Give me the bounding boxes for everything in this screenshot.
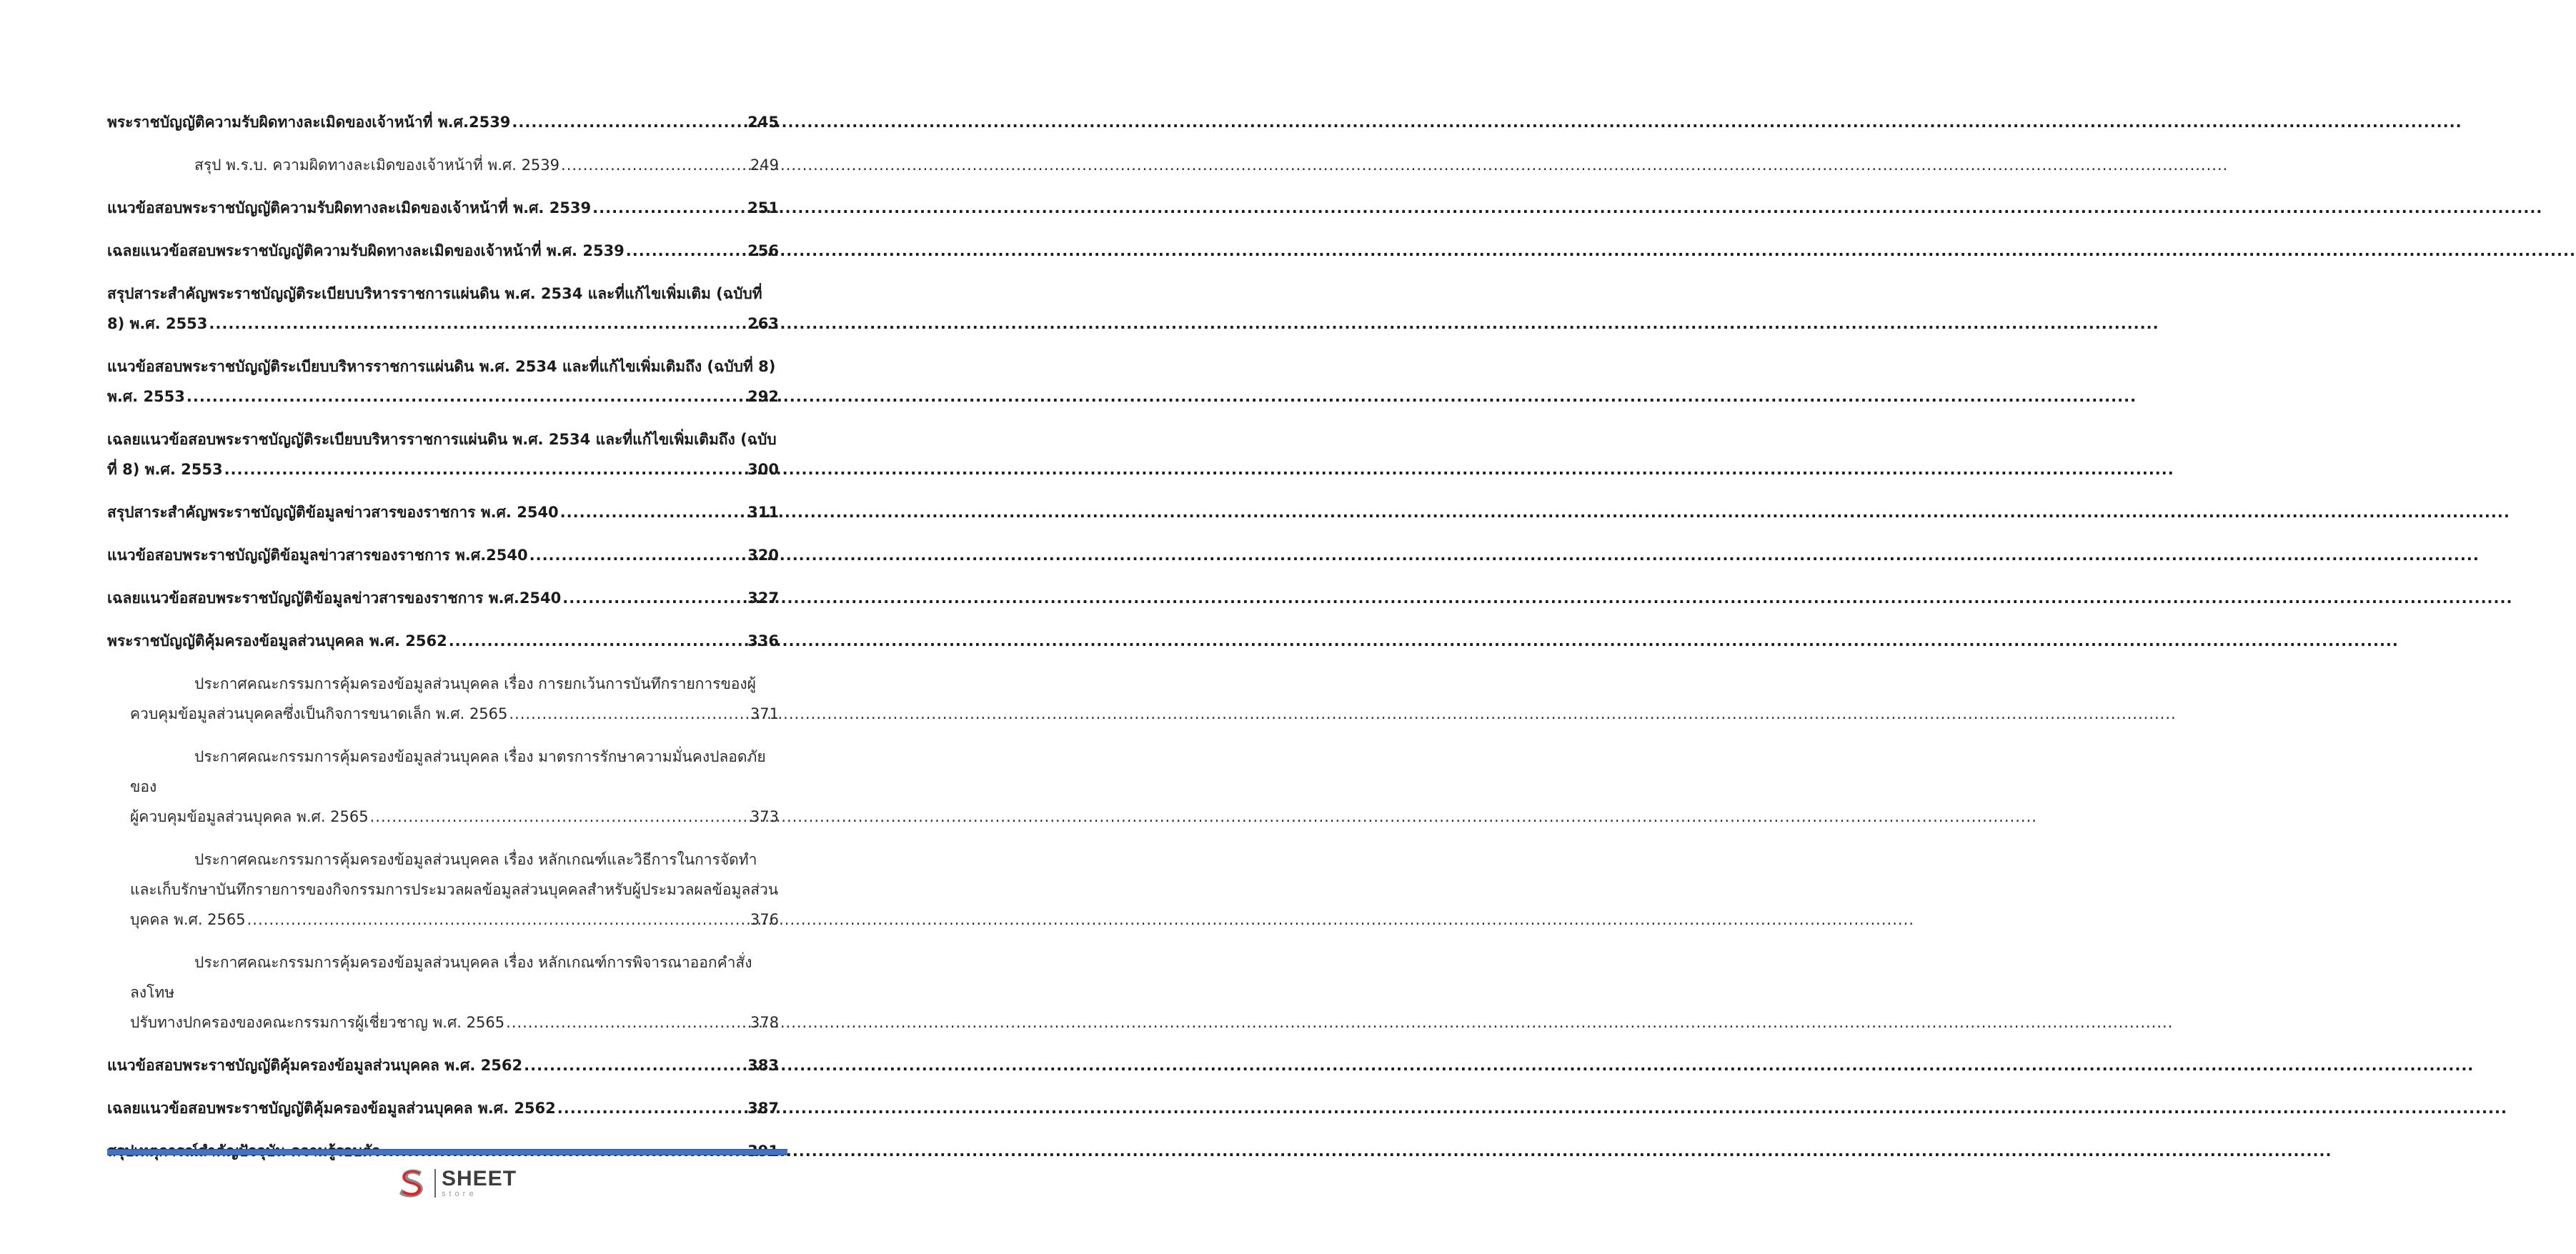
toc-entry-page-number: 320 [747,547,779,564]
toc-entry-line [107,1050,779,1080]
dot-leader [209,309,746,339]
toc-entry-title: แนวข้อสอบพระราชบัญญัติความรับผิดทางละเมิดของเจ้าหน้าที่ พ.ศ. 2539 [107,199,592,217]
toc-entry[interactable] [107,669,779,729]
toc-entry-line [107,497,779,527]
sheet-store-s-icon [394,1165,430,1201]
toc-entry-heading: สรุปสาระสำคัญพระราชบัญญัติระเบียบบริหารราชการแผ่นดิน พ.ศ. 2534 และที่แก้ไขเพิ่มเติม (ฉบับที่ [107,285,762,302]
footer-rule [107,1149,787,1155]
toc-entry-title: 8) พ.ศ. 2553 [107,315,208,332]
toc-entry[interactable] [107,424,779,484]
toc-entry[interactable] [107,583,779,613]
toc-entry-page-number: 383 [747,1057,779,1074]
toc-entry[interactable] [107,540,779,570]
toc-entry-line [107,382,779,412]
toc-entry[interactable] [107,497,779,527]
toc-entry[interactable] [107,279,779,339]
toc-entry-page-number: 387 [747,1100,779,1117]
dot-leader [524,1050,746,1080]
dot-leader [626,236,746,266]
toc-entry-title: พ.ศ. 2553 [107,388,185,405]
toc-entry-page-number: 263 [747,315,779,332]
logo-subword: store [442,1190,477,1198]
logo-separator [434,1169,436,1198]
toc-entry-line [107,905,779,935]
toc-entry-heading: ประกาศคณะกรรมการคุ้มครองข้อมูลส่วนบุคคล เรื่อง หลักเกณฑ์และวิธีการในการจัดทำและเก็บรักษาบันทึกรายการของกิจกรรมการประมวลผลข้อมูลส่วนบุคคลสำหรับผู้ประมวลผลข้อมูลส่วน [130,851,779,898]
toc-entry[interactable] [107,1050,779,1080]
toc-entry[interactable] [107,236,779,266]
toc-entry-title: เฉลยแนวข้อสอบพระราชบัญญัติคุ้มครองข้อมูลส่วนบุคคล พ.ศ. 2562 [107,1100,556,1117]
toc-entry-line [107,150,779,180]
toc-entry-page-number: 249 [750,156,779,174]
toc-entry-page-number: 378 [750,1014,779,1031]
toc-entry-page-number: 373 [750,808,779,825]
dot-leader [560,497,746,527]
toc-entry-title: บุคคล พ.ศ. 2565 [130,911,246,928]
dot-leader [512,107,746,137]
toc-entry[interactable] [107,626,779,656]
toc-entry-line [107,1007,779,1037]
toc-entry-heading: ประกาศคณะกรรมการคุ้มครองข้อมูลส่วนบุคคล เรื่อง มาตรการรักษาความมั่นคงปลอดภัยของ [130,748,766,795]
toc-entry[interactable] [107,845,779,935]
dot-leader [592,193,746,223]
toc-entry-title: ผู้ควบคุมข้อมูลส่วนบุคคล พ.ศ. 2565 [130,808,369,825]
toc-entry-title: ที่ 8) พ.ศ. 2553 [107,461,223,478]
dot-leader [509,699,749,729]
toc-entry-title: พระราชบัญญัติความรับผิดทางละเมิดของเจ้าหน้าที่ พ.ศ.2539 [107,114,511,131]
toc-entry-line [107,540,779,570]
toc-entry-page-number: 327 [747,589,779,607]
dot-leader [561,150,749,180]
toc-entry-heading: ประกาศคณะกรรมการคุ้มครองข้อมูลส่วนบุคคล เรื่อง หลักเกณฑ์การพิจารณาออกคำสั่งลงโทษ [130,954,752,1001]
toc-entry-line [107,107,779,137]
toc-entry-title: สรุป พ.ร.บ. ความผิดทางละเมิดของเจ้าหน้าที่ พ.ศ. 2539 [194,156,560,174]
toc-entry-page-number: 292 [747,388,779,405]
toc-entry-title: พระราชบัญญัติคุ้มครองข้อมูลส่วนบุคคล พ.ศ. 2562 [107,632,447,650]
toc-entry-page-number: 300 [747,461,779,478]
dot-leader [529,540,747,570]
toc-entry-line [107,309,779,339]
toc-entry-line [107,626,779,656]
toc-entry-heading: แนวข้อสอบพระราชบัญญัติระเบียบบริหารราชการแผ่นดิน พ.ศ. 2534 และที่แก้ไขเพิ่มเติมถึง (ฉบับที่ 8) [107,358,776,375]
toc-entry-title: สรุปสาระสำคัญพระราชบัญญัติข้อมูลข่าวสารของราชการ พ.ศ. 2540 [107,504,559,521]
toc-entry-page-number: 336 [747,632,779,650]
toc-entry[interactable] [107,193,779,223]
toc-entry-line [107,454,779,484]
dot-leader [562,583,746,613]
toc-entry-line [107,802,779,832]
sheet-store-logo [394,1163,517,1203]
toc-entry-heading: ประกาศคณะกรรมการคุ้มครองข้อมูลส่วนบุคคล เรื่อง การยกเว้นการบันทึกรายการของผู้ [194,675,756,692]
toc-entry-title: เฉลยแนวข้อสอบพระราชบัญญัติข้อมูลข่าวสารของราชการ พ.ศ.2540 [107,589,562,607]
toc-entry[interactable] [107,107,779,137]
toc-entry-page-number: 311 [747,504,779,521]
toc-entry-line [107,193,779,223]
toc-entry-page-number: 251 [747,199,779,217]
dot-leader [557,1093,746,1123]
toc-entry[interactable] [107,1093,779,1123]
toc-entry-page-number: 245 [747,114,779,131]
dot-leader [224,454,747,484]
dot-leader [370,802,749,832]
toc-entry-line [107,236,779,266]
toc-entry-title: แนวข้อสอบพระราชบัญญัติคุ้มครองข้อมูลส่วนบุคคล พ.ศ. 2562 [107,1057,523,1074]
toc-entry-page-number: 256 [747,242,779,259]
toc-entry-line [107,699,779,729]
dot-leader [187,382,746,412]
dot-leader [449,626,746,656]
dot-leader [506,1007,749,1037]
table-of-contents [107,107,779,1179]
toc-entry-title: เฉลยแนวข้อสอบพระราชบัญญัติความรับผิดทางละเมิดของเจ้าหน้าที่ พ.ศ. 2539 [107,242,625,259]
toc-entry-page-number: 371 [750,705,779,722]
toc-entry[interactable] [107,742,779,832]
logo-text [442,1168,517,1198]
toc-entry[interactable] [107,947,779,1037]
toc-entry-title: ควบคุมข้อมูลส่วนบุคคลซึ่งเป็นกิจการขนาดเล็ก พ.ศ. 2565 [130,705,508,722]
toc-entry[interactable] [107,150,779,180]
toc-entry-page-number: 376 [750,911,779,928]
toc-entry-title: แนวข้อสอบพระราชบัญญัติข้อมูลข่าวสารของราชการ พ.ศ.2540 [107,547,528,564]
toc-entry-title: ปรับทางปกครองของคณะกรรมการผู้เชี่ยวชาญ พ.ศ. 2565 [130,1014,505,1031]
toc-entry-line [107,583,779,613]
toc-entry-line [107,1093,779,1123]
dot-leader [247,905,749,935]
toc-entry[interactable] [107,352,779,412]
toc-entry-heading: เฉลยแนวข้อสอบพระราชบัญญัติระเบียบบริหารราชการแผ่นดิน พ.ศ. 2534 และที่แก้ไขเพิ่มเติมถึง (ฉบับ [107,431,777,448]
logo-word: SHEET [442,1167,517,1190]
